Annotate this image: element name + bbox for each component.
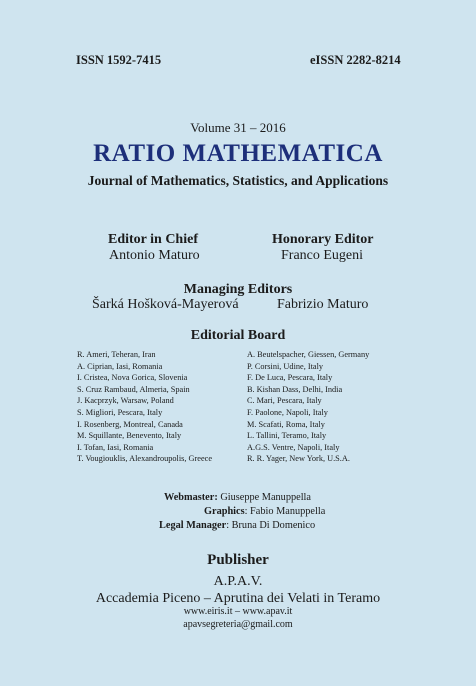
board-member: S. Migliori, Pescara, Italy: [77, 407, 163, 417]
managing-editor-name: Šarká Hošková-Mayerová: [92, 297, 239, 312]
journal-subtitle: Journal of Mathematics, Statistics, and Applications: [87, 173, 389, 188]
graphics-name: : Fabio Manuppella: [244, 506, 326, 517]
publisher-full-name: Accademia Piceno – Aprutina dei Velati in Teramo: [95, 591, 381, 606]
managing-editors-heading: Managing Editors: [183, 282, 293, 297]
board-member: C. Mari, Pescara, Italy: [247, 396, 322, 406]
board-member: I. Rosenberg, Montreal, Canada: [77, 419, 183, 429]
editorial-board-heading: Editorial Board: [190, 328, 286, 343]
legal-manager-label: Legal Manager: [159, 520, 227, 531]
board-member: M. Squillante, Benevento, Italy: [77, 431, 182, 441]
legal-manager-line: [159, 519, 315, 533]
board-member: M. Scafati, Roma, Italy: [247, 419, 325, 429]
board-member: F. Paolone, Napoli, Italy: [247, 407, 328, 417]
journal-title: RATIO MATHEMATICA: [93, 140, 383, 167]
board-member: R. Ameri, Teheran, Iran: [77, 350, 156, 359]
board-member: I. Cristea, Nova Gorica, Slovenia: [77, 373, 188, 383]
board-member: J. Kacprzyk, Warsaw, Poland: [77, 396, 174, 406]
board-member: A.G.S. Ventre, Napoli, Italy: [247, 442, 340, 452]
honorary-editor-name: Franco Eugeni: [281, 248, 364, 263]
publisher-email: apavsegreteria@gmail.com: [183, 619, 293, 630]
editor-in-chief-name: Antonio Maturo: [109, 248, 200, 263]
webmaster-label: Webmaster:: [164, 492, 218, 503]
publisher-name: A.P.A.V.: [213, 574, 263, 589]
editor-in-chief-heading: Editor in Chief: [108, 232, 198, 247]
webmaster-name: Giuseppe Manuppella: [217, 492, 311, 503]
publisher-websites: www.eiris.it – www.apav.it: [183, 606, 293, 617]
board-member: A. Beutelspacher, Giessen, Germany: [247, 350, 370, 359]
board-member: P. Corsini, Udine, Italy: [247, 361, 324, 371]
volume-label: Volume 31 – 2016: [190, 120, 286, 135]
graphics-line: [204, 505, 325, 519]
publisher-heading: Publisher: [207, 552, 269, 568]
editorial-board-left-column: [77, 349, 252, 465]
issn-label: ISSN 1592-7415: [76, 53, 162, 67]
board-member: L. Tallini, Teramo, Italy: [247, 431, 327, 441]
board-member: R. R. Yager, New York, U.S.A.: [247, 454, 350, 464]
board-member: S. Cruz Rambaud, Almeria, Spain: [77, 384, 190, 394]
board-member: F. De Luca, Pescara, Italy: [247, 373, 333, 383]
honorary-editor-heading: Honorary Editor: [272, 232, 374, 247]
webmaster-line: [164, 491, 311, 505]
board-member: B. Kishan Dass, Delhi, India: [247, 384, 343, 394]
editorial-board-right-column: [247, 349, 427, 465]
eissn-label: eISSN 2282-8214: [310, 53, 401, 67]
legal-manager-name: : Bruna Di Domenico: [226, 520, 316, 531]
board-member: A. Ciprian, Iasi, Romania: [77, 361, 163, 371]
board-member: T. Vougiouklis, Alexandroupolis, Greece: [77, 454, 213, 464]
board-member: I. Tofan, Iasi, Romania: [77, 442, 154, 452]
graphics-label: Graphics: [204, 506, 245, 517]
managing-editor-name: Fabrizio Maturo: [277, 297, 369, 312]
